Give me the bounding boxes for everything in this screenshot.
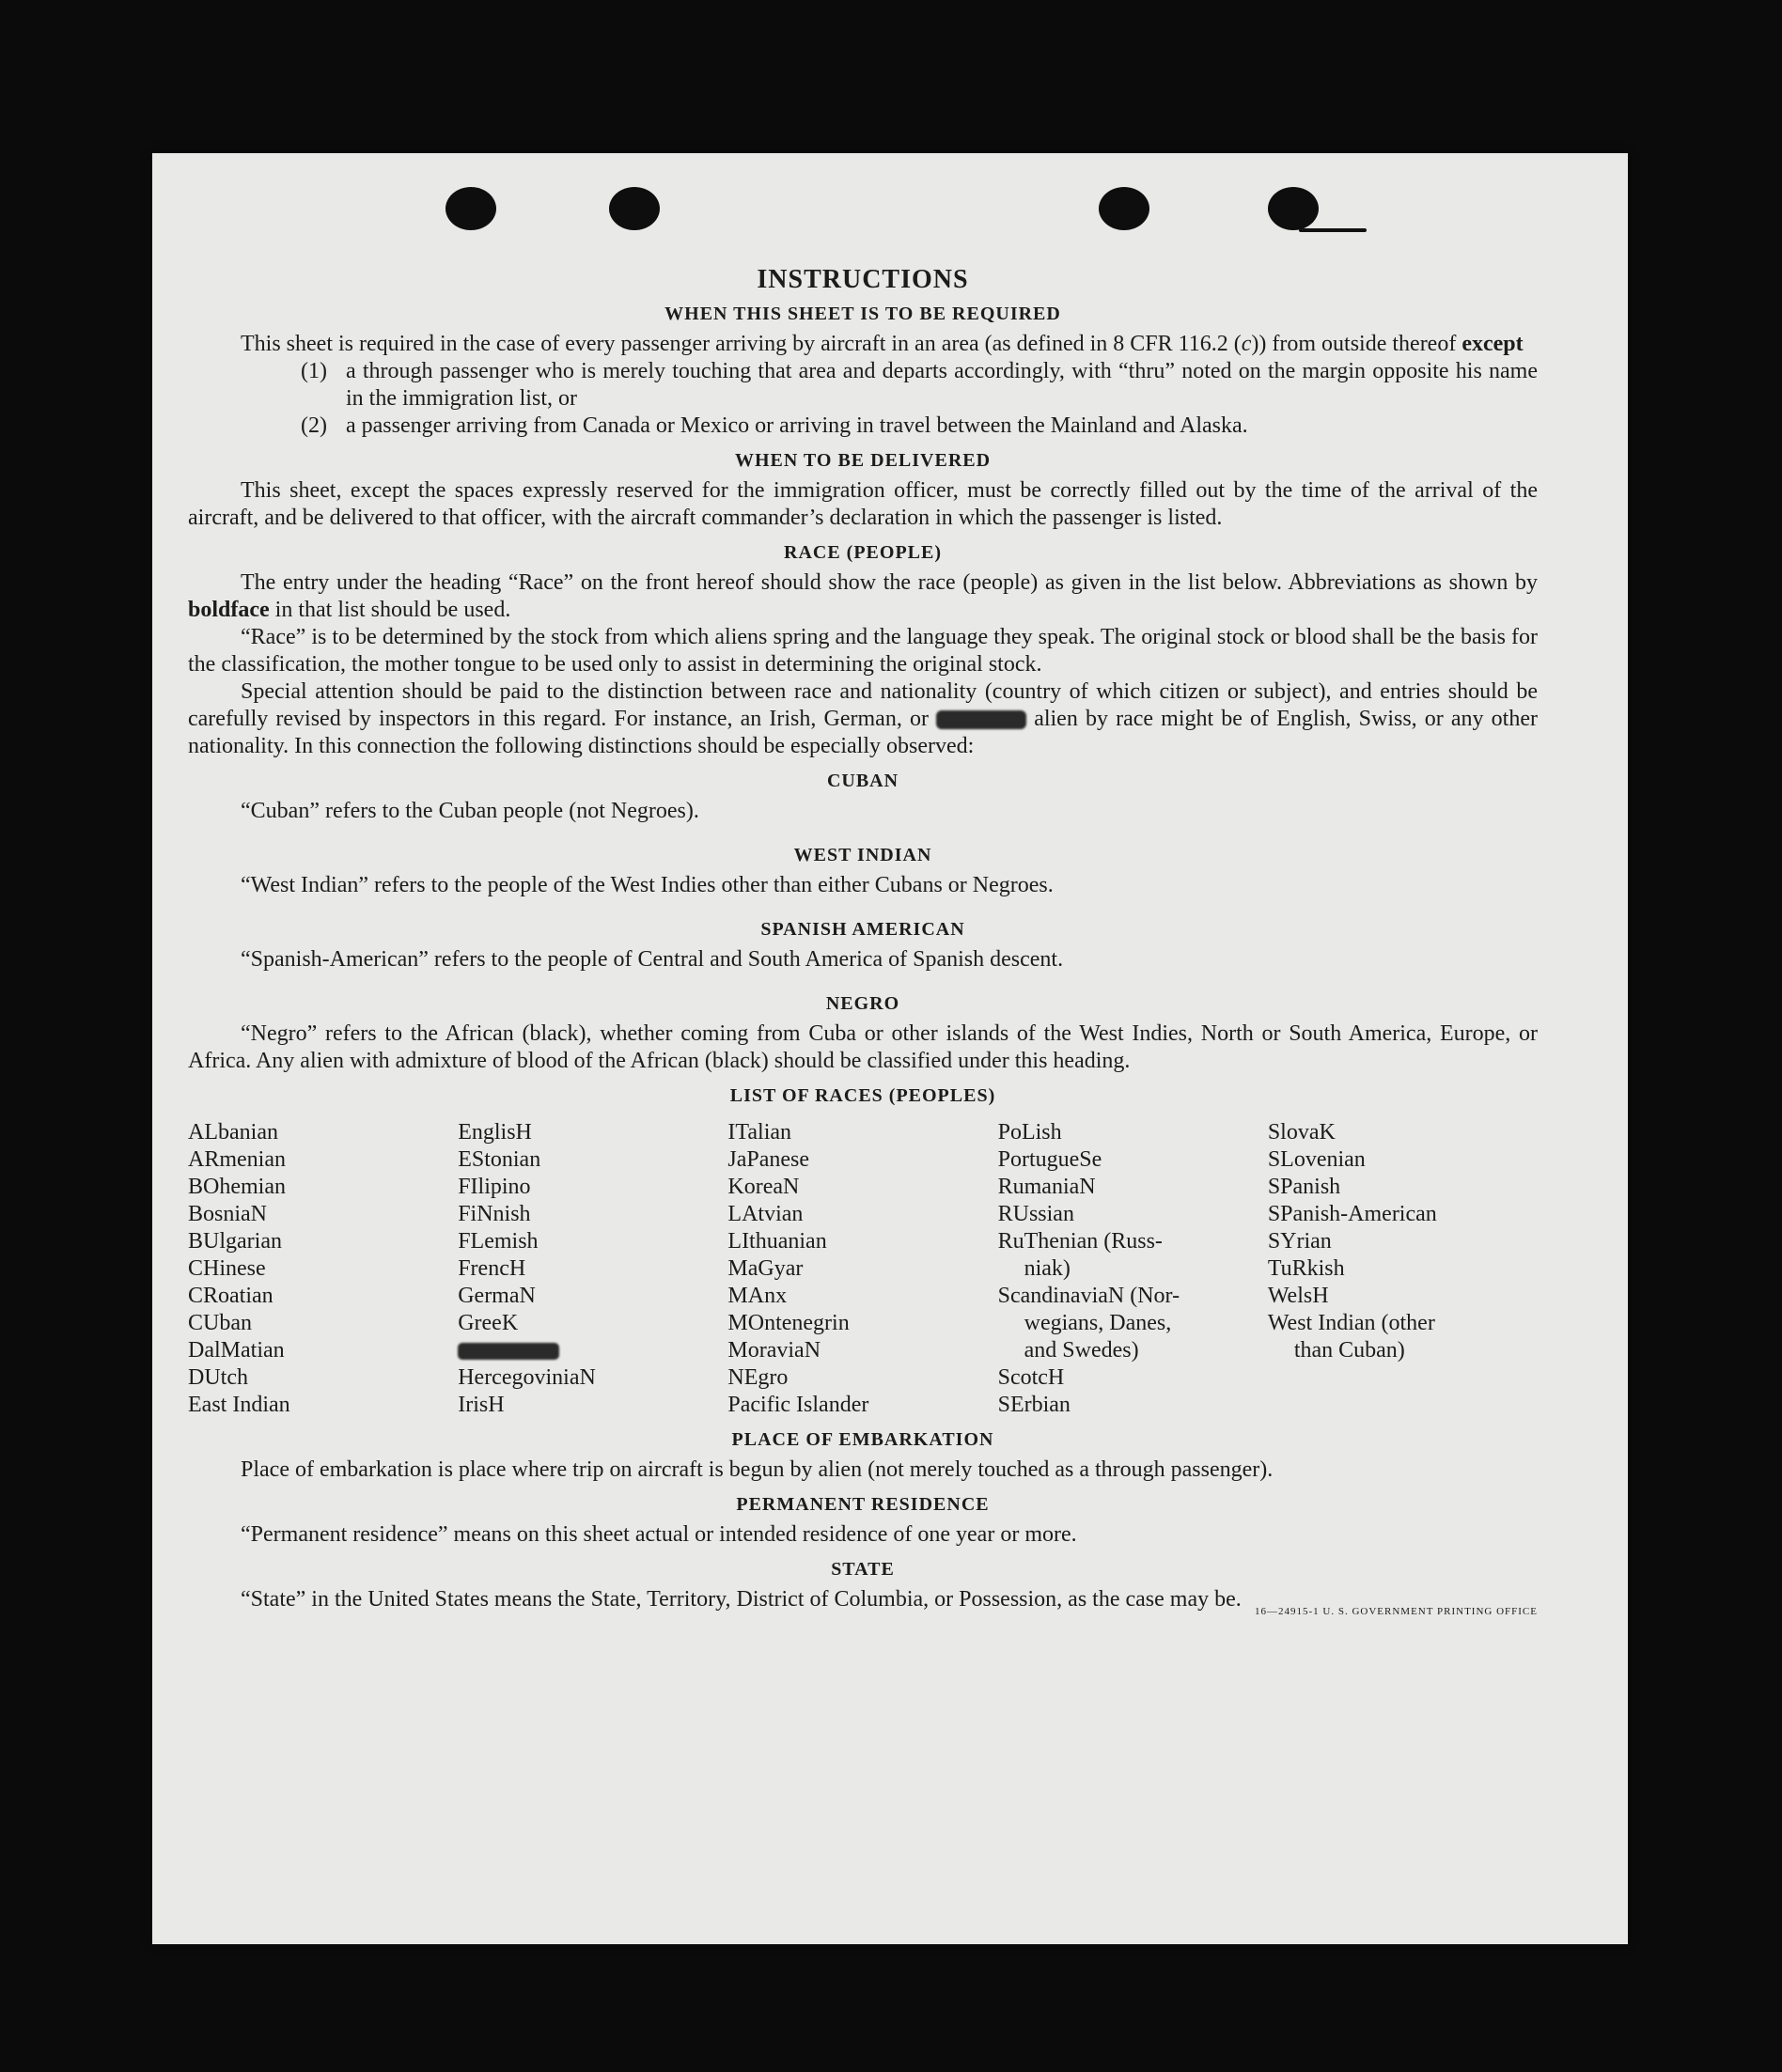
heading-permanent-residence: PERMANENT RESIDENCE (736, 1494, 990, 1515)
printer-imprint: 16—24915-1 U. S. GOVERNMENT PRINTING OFFICE (1254, 1606, 1538, 1617)
heading-negro: NEGRO (825, 993, 900, 1014)
punch-hole (1099, 187, 1149, 230)
race-entry: NEgro (727, 1365, 789, 1390)
races-column-2 (458, 1119, 727, 1419)
paragraph-spanish-american: “Spanish-American” refers to the people of Central and South America of Spanish descent. (241, 947, 1064, 972)
item-number: (2) (301, 413, 327, 438)
race-entry: PortugueSe (997, 1147, 1102, 1172)
punch-hole (609, 187, 660, 230)
heading-race: RACE (PEOPLE) (784, 542, 942, 563)
race-entry: RUssian (997, 1202, 1074, 1226)
heading-cuban: CUBAN (826, 771, 899, 791)
races-table (188, 1119, 1538, 1419)
race-entry: West Indian (other (1267, 1311, 1435, 1335)
paragraph-delivered: This sheet, except the spaces expressly reserved for the immigration officer, must be correctly filled out by the time of the arrival of the aircraft, and be delivered to that officer, with the aircraft commander’s declaration in which the passenger is listed. (188, 478, 1538, 530)
paragraph-west-indian: “West Indian” refers to the people of the West Indies other than either Cubans or Negroes. (241, 873, 1054, 897)
race-entry: ScotcH (997, 1365, 1065, 1390)
race-entry: and Swedes) (1024, 1338, 1139, 1363)
race-entry: BOhemian (188, 1175, 286, 1199)
race-entry: FiNnish (458, 1202, 531, 1226)
punch-hole (446, 187, 496, 230)
heading-when-delivered: WHEN TO BE DELIVERED (734, 450, 992, 471)
race-entry: TuRkish (1267, 1256, 1345, 1281)
race-entry: ITalian (727, 1120, 792, 1145)
race-entry: ALbanian (188, 1120, 278, 1145)
race-entry: DUtch (188, 1365, 248, 1390)
race-entry: CRoatian (188, 1284, 274, 1308)
race-entry: GreeK (458, 1311, 519, 1335)
race-entry: PoLish (997, 1120, 1062, 1145)
paragraph-race-1: The entry under the heading “Race” on the front hereof should show the race (people) as given in the list below. Abbreviations as shown by boldface in that list should be used. (188, 570, 1538, 622)
race-entry: SYrian (1267, 1229, 1332, 1254)
paragraph-permanent-residence: “Permanent residence” means on this sheet actual or intended residence of one year or more. (241, 1522, 1077, 1547)
race-entry: RuThenian (Russ- (997, 1229, 1163, 1254)
race-entry: than Cuban) (1293, 1338, 1405, 1363)
races-column-1 (188, 1119, 458, 1419)
race-entry: IrisH (458, 1393, 505, 1417)
race-entry: East Indian (188, 1393, 290, 1417)
race-entry: SlovaK (1267, 1120, 1336, 1145)
races-column-4 (998, 1119, 1268, 1419)
race-entry: EnglisH (458, 1120, 532, 1145)
race-entry: Pacific Islander (727, 1393, 869, 1417)
heading-state: STATE (831, 1559, 895, 1580)
race-entry: SLovenian (1267, 1147, 1366, 1172)
paragraph-race-2: “Race” is to be determined by the stock from which aliens spring and the language they speak. The original stock or blood shall be the basis for the classification, the mother tongue to be used only to assist in determining the original stock. (188, 625, 1538, 677)
race-entry: SPanish-American (1267, 1202, 1437, 1226)
race-entry: SErbian (997, 1393, 1071, 1417)
race-entry: CUban (188, 1311, 252, 1335)
page-title: INSTRUCTIONS (757, 265, 969, 294)
heading-west-indian: WEST INDIAN (793, 845, 932, 865)
race-entry: BosniaN (188, 1202, 267, 1226)
race-entry: MoraviaN (727, 1338, 821, 1363)
race-entry: FrencH (458, 1256, 526, 1281)
race-entry: FIlipino (458, 1175, 531, 1199)
heading-list-of-races: LIST OF RACES (PEOPLES) (729, 1085, 996, 1106)
race-entry: MaGyar (727, 1256, 804, 1281)
race-entry: ScandinaviaN (Nor- (997, 1284, 1180, 1308)
item-number: (1) (301, 359, 327, 383)
races-column-3 (727, 1119, 997, 1419)
paragraph-embarkation: Place of embarkation is place where trip on aircraft is begun by alien (not merely touched as a through passenger). (241, 1457, 1274, 1482)
race-entry: WelsH (1267, 1284, 1329, 1308)
document-page (152, 153, 1628, 1944)
race-entry: HercegoviniaN (458, 1365, 596, 1390)
races-column-5 (1268, 1119, 1538, 1419)
race-entry: FLemish (458, 1229, 539, 1254)
race-entry: DalMatian (188, 1338, 285, 1363)
item-text: a passenger arriving from Canada or Mexico or arriving in travel between the Mainland and Alaska. (346, 413, 1248, 438)
paragraph-required-intro: This sheet is required in the case of every passenger arriving by aircraft in an area (as defined in 8 CFR 116.2 (c)) from outside thereof except (241, 332, 1524, 356)
race-entry: GermaN (458, 1284, 536, 1308)
race-entry: MOntenegrin (727, 1311, 850, 1335)
race-entry: LAtvian (727, 1202, 804, 1226)
race-entry: LIthuanian (727, 1229, 827, 1254)
paragraph-race-3: Special attention should be paid to the distinction between race and nationality (country of which citizen or subject), and entries should be carefully revised by inspectors in this regard. For instance, an Irish, German, or alien by race might be of English, Swiss, or any other nationality. In this connection the following distinctions should be especially observed: (188, 679, 1538, 758)
instructions-content (188, 266, 1538, 1624)
heading-spanish-american: SPANISH AMERICAN (760, 919, 965, 940)
race-entry: EStonian (458, 1147, 541, 1172)
redaction-mark (936, 710, 1026, 729)
list-item (301, 413, 1538, 440)
heading-embarkation: PLACE OF EMBARKATION (731, 1429, 994, 1450)
race-entry: BUlgarian (188, 1229, 282, 1254)
list-item (301, 358, 1538, 413)
race-entry: KoreaN (727, 1175, 800, 1199)
race-entry-redacted (458, 1337, 727, 1364)
race-entry: JaPanese (727, 1147, 810, 1172)
race-entry: niak) (1024, 1256, 1071, 1281)
race-entry: SPanish (1267, 1175, 1341, 1199)
punch-hole (1268, 187, 1319, 230)
heading-when-required: WHEN THIS SHEET IS TO BE REQUIRED (664, 304, 1061, 324)
punch-hole-mark (1299, 228, 1367, 232)
race-entry: CHinese (188, 1256, 266, 1281)
race-entry: ARmenian (188, 1147, 286, 1172)
item-text: a through passenger who is merely touching that area and departs accordingly, with “thru” noted on the margin opposite his name in the immigration list, or (346, 359, 1538, 411)
race-entry: RumaniaN (997, 1175, 1096, 1199)
paragraph-cuban: “Cuban” refers to the Cuban people (not Negroes). (241, 799, 699, 823)
race-entry: MAnx (727, 1284, 788, 1308)
paragraph-state: “State” in the United States means the State, Territory, District of Columbia, or Possession, as the case may be. (241, 1587, 1242, 1612)
paragraph-negro: “Negro” refers to the African (black), whether coming from Cuba or other islands of the West Indies, North or South America, Europe, or Africa. Any alien with admixture of blood of the African (black) should be classified under this heading. (188, 1021, 1538, 1073)
redaction-mark (458, 1343, 559, 1360)
race-entry: wegians, Danes, (1024, 1311, 1172, 1335)
